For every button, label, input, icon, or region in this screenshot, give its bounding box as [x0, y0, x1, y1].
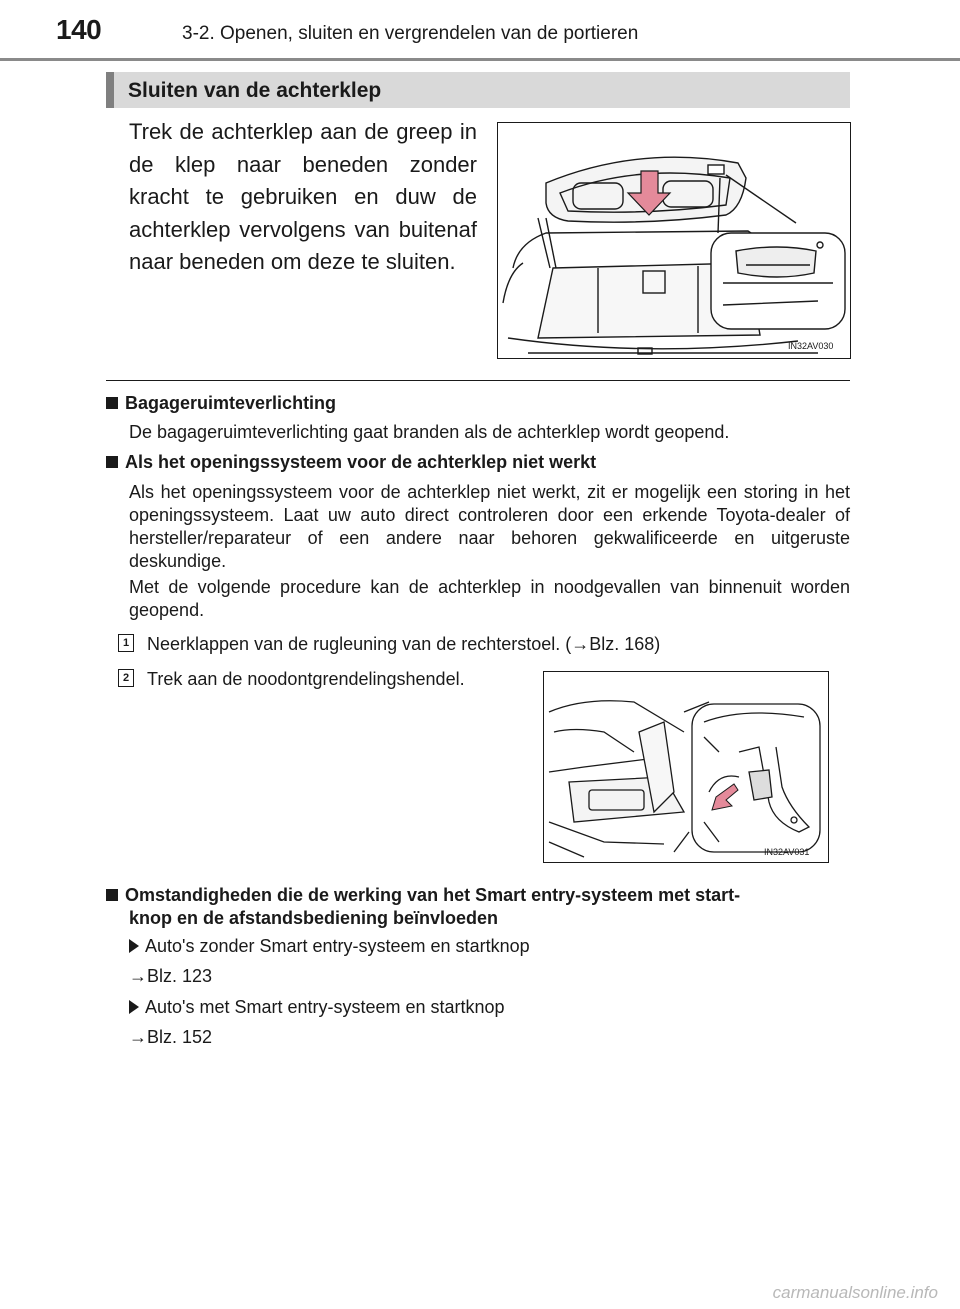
note-text-opening-system: Als het openingssysteem voor de achterklep niet werkt, zit er mogelijk een storing in het openingssysteem. Laat uw auto direct controleren door een erkende Toyota-dealer of hersteller/reparateur of een andere naar behoren gekwalificeerde en uitgeruste deskundige.: [129, 482, 850, 571]
header-divider: [0, 58, 960, 61]
step-text-2: Trek aan de noodontgrendelingshendel.: [147, 669, 465, 689]
square-bullet-icon: [106, 397, 118, 409]
step-number-1: 1: [118, 634, 134, 652]
figure2-code: IN32AV031: [764, 847, 810, 857]
page-number: 140: [56, 14, 102, 45]
note-text-emergency-procedure: Met de volgende procedure kan de achterklep in noodgevallen van binnenuit worden geopend.: [129, 577, 850, 620]
section-heading-bar: [106, 72, 850, 108]
note-heading-lighting: Bagageruimteverlichting: [106, 392, 336, 415]
note-text-lighting: De bagageruimteverlichting gaat branden als de achterklep wordt geopend.: [129, 422, 730, 442]
section-heading-accent: [106, 72, 114, 108]
square-bullet-icon: [106, 889, 118, 901]
trunk-closing-illustration: [497, 122, 851, 359]
step-text-1: Neerklappen van de rugleuning van de rechterstoel. (→Blz. 168): [147, 634, 661, 654]
square-bullet-icon: [106, 456, 118, 468]
footer-watermark: carmanualsonline.info: [772, 1283, 938, 1302]
reference-item-with-smart-entry: Auto's met Smart entry-systeem en startknop: [129, 997, 505, 1018]
section-title: Sluiten van de achterklep: [128, 79, 382, 102]
note-heading-smart-entry: Omstandigheden die de werking van het Smart entry-systeem met start- knop en de afstandsbediening beïnvloeden: [106, 884, 850, 930]
reference-item-without-smart-entry: Auto's zonder Smart entry-systeem en startknop: [129, 936, 530, 957]
note-heading-opening-system: Als het openingssysteem voor de achterklep niet werkt: [106, 451, 596, 474]
trunk-illustration-svg: [498, 123, 850, 358]
chapter-title: 3-2. Openen, sluiten en vergrendelen van de portieren: [182, 23, 639, 44]
section-divider: [106, 380, 850, 381]
release-lever-svg: [544, 672, 828, 862]
intro-paragraph: Trek de achterklep aan de greep in de klep naar beneden zonder kracht te gebruiken en duw de achterklep vervolgens van buitenaf naar beneden om deze te sluiten.: [129, 119, 477, 274]
triangle-bullet-icon: [129, 1000, 139, 1014]
triangle-bullet-icon: [129, 939, 139, 953]
page-link-152[interactable]: →Blz. 152: [129, 1027, 213, 1047]
emergency-release-illustration: [543, 671, 829, 863]
step-number-2: 2: [118, 669, 134, 687]
figure1-code: IN32AV030: [788, 341, 834, 351]
page-link-123[interactable]: →Blz. 123: [129, 966, 213, 986]
